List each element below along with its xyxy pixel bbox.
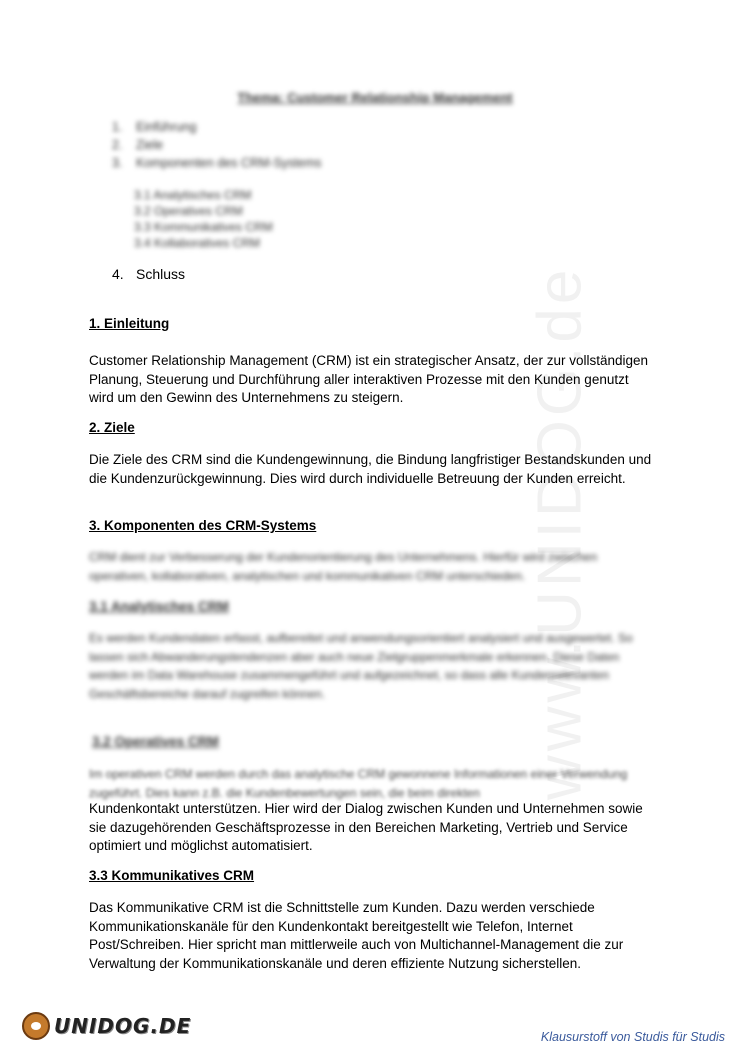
- toc-subitem: 3.4 Kollaboratives CRM: [134, 236, 261, 250]
- toc-number: 2.: [112, 138, 123, 152]
- section-paragraph: CRM dient zur Verbesserung der Kundenorientierung des Unternehmens. Hierfür wird zwischen operativen, kollaborativen, analytischen und kommunikativen CRM unterschieden.: [89, 550, 598, 583]
- toc-number: 3.: [112, 156, 123, 170]
- toc-label: Schluss: [136, 266, 186, 282]
- dog-icon: [22, 1012, 50, 1040]
- toc-subitem: 3.1 Analytisches CRM: [134, 188, 252, 202]
- watermark: www.UNIDOG.de: [525, 265, 595, 800]
- unidog-logo[interactable]: [22, 1012, 191, 1040]
- document-title: Thema: Customer Relationship Management: [237, 90, 513, 105]
- section-heading: 2. Ziele: [89, 420, 135, 435]
- section-paragraph: Customer Relationship Management (CRM) ist ein strategischer Ansatz, der zur vollständigen Planung, Steuerung und Durchführung aller interaktiven Prozesse mit den Kunden genutzt wird um den Gewinn des Unternehmens zu steigern.: [89, 353, 648, 405]
- section-paragraph-blurred: Im operativen CRM werden durch das analytische CRM gewonnene Informationen einer Verwendung zugeführt. Dies kann z.B. die Kundenbewertungen sein, die beim direkten: [89, 767, 628, 800]
- section-paragraph: Das Kommunikative CRM ist die Schnittstelle zum Kunden. Dazu werden verschiede Kommunikationskanäle für den Kundenkontakt bereitgestellt wie Telefon, Internet Post/Schreiben. Hier spricht man mittlerweile auch von Multichannel-Management die zur Verwaltung der Kommunikationskanäle und deren effiziente Nutzung sicherstellen.: [89, 900, 624, 971]
- logo-text: UNIDOG.DE: [54, 1014, 192, 1038]
- toc-subitem: 3.3 Kommunikatives CRM: [134, 220, 273, 234]
- section-paragraph: Kundenkontakt unterstützen. Hier wird der Dialog zwischen Kunden und Unternehmen sowie sie dazugehörenden Geschäftsprozesse in den Bereichen Marketing, Vertrieb und Service optimiert und möglichst automatisiert.: [89, 801, 643, 853]
- section-paragraph: Es werden Kundendaten erfasst, aufbereitet und anwendungsorientiert analysiert und ausgewertet. So lassen sich Abwanderungstendenzen aber auch neue Zielgruppenmerkmale erkennen. Diese Daten werden im Data Warehouse zusammengeführt und aufgezeichnet, so dass alle Kundenrelevanten Geschäftsbereiche darauf zugreifen können.: [89, 631, 633, 701]
- toc-item: [112, 138, 163, 152]
- section-paragraph: Die Ziele des CRM sind die Kundengewinnung, die Bindung langfristiger Bestandskunden und die Kundenzurückgewinnung. Dies wird durch individuelle Betreuung der Kunden erreicht.: [89, 452, 652, 486]
- toc-item: [112, 120, 196, 134]
- toc-label: Einführung: [136, 120, 197, 134]
- toc-label: Komponenten des CRM-Systems: [136, 156, 322, 170]
- section-heading: 3. Komponenten des CRM-Systems: [89, 518, 317, 533]
- section-heading: 3.1 Analytisches CRM: [89, 599, 229, 614]
- toc-item: [112, 266, 185, 282]
- toc-number: 1.: [112, 120, 123, 134]
- toc-item: [112, 156, 322, 170]
- section-heading: 3.2 Operatives CRM: [92, 734, 219, 749]
- toc-number: 4.: [112, 266, 124, 282]
- section-heading: 1. Einleitung: [89, 316, 170, 331]
- toc-subitem: 3.2 Operatives CRM: [134, 204, 243, 218]
- toc-label: Ziele: [136, 138, 164, 152]
- section-heading: 3.3 Kommunikatives CRM: [89, 868, 255, 883]
- footer-tagline: Klausurstoff von Studis für Studis: [540, 1030, 725, 1044]
